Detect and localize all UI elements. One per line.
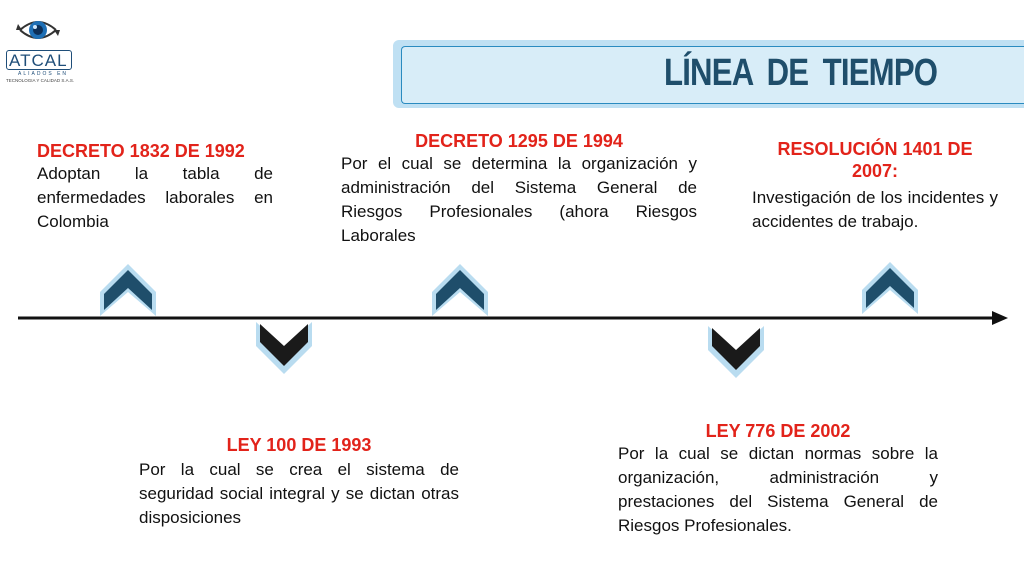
company-logo (4, 8, 74, 88)
event-description: Por el cual se determina la organización y administración del Sistema General de Riesgos Profesionales (ahora Riesgos Laborales (341, 154, 697, 245)
chevron-down-icon (254, 316, 314, 376)
eye-icon (16, 12, 60, 48)
timeline-event (618, 420, 938, 538)
event-description: Por la cual se dictan normas sobre la organización, administración y prestaciones del Sistema General de Riesgos Profesionales. (618, 444, 938, 535)
event-heading: DECRETO 1295 DE 1994 (415, 131, 623, 151)
page-title: LÍNEA DE TIEMPO (664, 52, 938, 94)
timeline-event (341, 130, 697, 248)
timeline-event (752, 138, 998, 234)
timeline-event (139, 434, 459, 530)
logo-subtitle: TECNOLOGIA Y CALIDAD S.A.S. (6, 78, 75, 83)
chevron-up-icon (430, 262, 490, 322)
event-description: Adoptan la tabla de enfermedades laborales en Colombia (37, 164, 273, 231)
chevron-down-icon (706, 320, 766, 380)
event-heading: LEY 100 DE 1993 (226, 435, 372, 455)
event-heading: LEY 776 DE 2002 (705, 421, 851, 441)
logo-wordmark: ATCAL (6, 50, 72, 70)
chevron-up-icon (98, 262, 158, 322)
event-description: Por la cual se crea el sistema de seguridad social integral y se dictan otras disposiciones (139, 460, 459, 527)
event-heading: RESOLUCIÓN 1401 DE 2007: (777, 139, 973, 181)
chevron-up-icon (860, 260, 920, 320)
event-description: Investigación de los incidentes y accidentes de trabajo. (752, 188, 998, 231)
arrow-head-icon (992, 311, 1008, 325)
event-heading: DECRETO 1832 DE 1992 (37, 141, 245, 161)
logo-tagline: ALIADOS EN (18, 71, 69, 77)
timeline-event (37, 140, 273, 234)
